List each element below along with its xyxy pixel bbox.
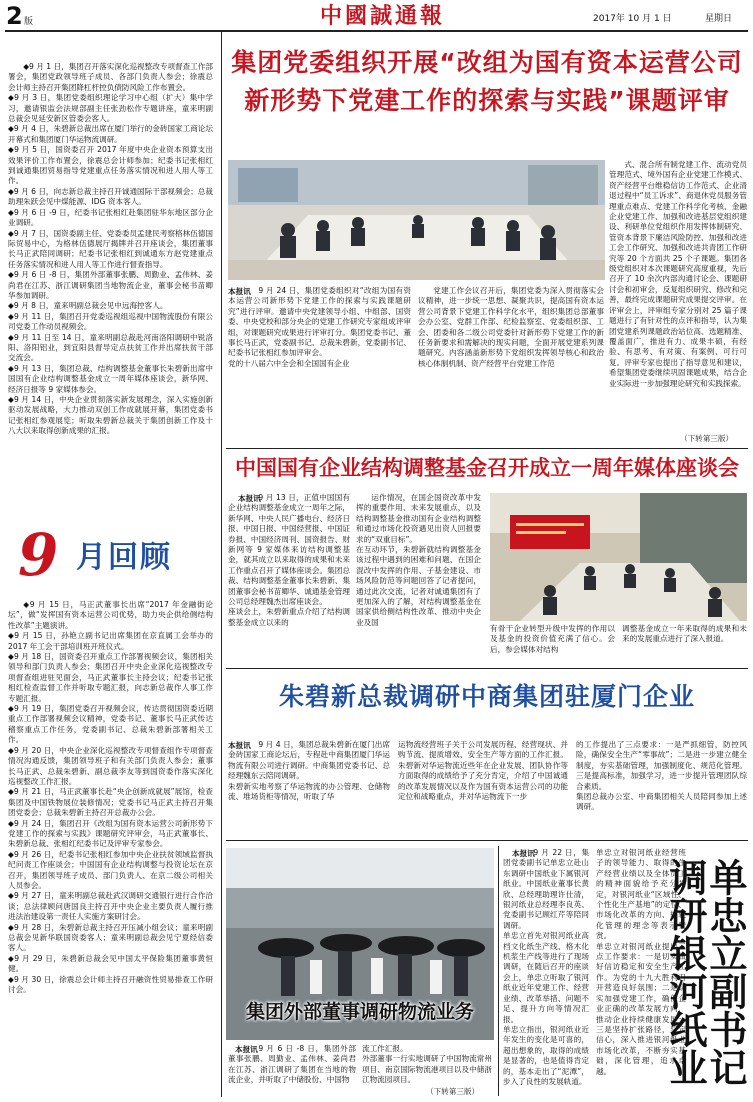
issue-date: 2017年 10 月 1 日 (593, 14, 672, 24)
article3-col1: 9 月 4 日，集团总裁朱碧新在厦门出席金砖国家工商论坛后，专程赴中商集团厦门华运物流有限公司进行调研。中商集团党委书记、总经理魏东云陪同调研。 朱碧新实地考察了华运物流的办公管理、仓储物流、堆场货柜等情况，听取了华 (228, 740, 390, 802)
sidebar-items-top: ◆9 月 1 日，集团召开落实深化巡视整改专项督查工作部署会，集团党政领导班子成员、各部门负责人参会；徐震总会计师主持召开集团降杠杆控负债防风险工作布置会。 ◆9 月 3 日，集团党委组织理论学习中心组（扩大）集中学习，邀请银监会法规部副主任张劲松作专题讲座，童来明副总裁会见延安新区管委会客人。 ◆9 月 4 日，朱碧新总裁出席在厦门举行的金砖国家工商论坛开幕式和集团厦门华运物流调研。 ◆9 月 5 日，国资委召开 2017 年度中央企业资本预算支出效果评价工作布置会，徐震总会计师参加；纪委书记张相红到诚通集团贸易指导党建重点任务落实情况和进人用人等工作。 ◆9 月 6 日，向志新总裁主持召开诚通国际干部视频会；总裁助理朱跃会见中煤能源、IDG 资本客人。 ◆9 月 6 日 -9 日，纪委书记张相红赴集团驻华东地区部分企业调研。 ◆9 月 7 日，国资委副主任、党委委员孟建民考察格林伍德国际贸易中心，为格林伍德展厅揭牌并召开座谈会，集团董事长马正武陪同调研；纪委书记张相红到诚通东方赵党建重点任务落实情况和进人用人等工作进行督查指导。 ◆9 月 6 日 -8 日，集团外部董事张鹏、周勤业、孟伟林、姜尚君在江苏、浙江调研集团当地物流企业，董事会秘书苗卿华参加调研。 ◆9 月 8 日，童来明副总裁会见中远海控客人。 ◆9 月 11 日，集团召开党委巡视组巡视中国物流股份有限公司党委工作动员视频会。 ◆9 月 11 日至 14 日，童来明副总裁赴河南洛阳调研中锐洛阳、洛阳铝业，到宜阳县督导定点扶贫工作并出席扶贫干部交流会。 ◆9 月 13 日，集团总裁、结构调整基金董事长朱碧新出席中国国有企业结构调整基金成立一周年媒体座谈会，新华网、经济日报等 9 家媒体参会。 ◆9 月 14 日，中央企业贯彻落实新发展理念，深入实施创新驱动发展战略，大力推动双创工作成就展开幕，集团党委书记张相红参观展览；听取朱碧新总裁关于集团创新工作及十八大以来取得创新成果的汇报。 (8, 62, 213, 436)
article2-col3: 有骨干企业转型升级中发挥的作用以及基金的投资价值充满了信心。会后，参会媒体对结构 (490, 624, 615, 654)
divider-3 (226, 840, 748, 841)
article2-byline: 本报讯 (238, 494, 261, 503)
article1-title-line2: 新形势下党建工作的探索与实践”课题评审 (244, 86, 730, 115)
article1-col2: 党建工作会议召开后，集团党委为深入贯彻落实会议精神，进一步统一思想、凝聚共识，提高国有资本运营公司背景下党建工作科学化水平，组织集团总部董事会办公室、党群工作部、纪检监察室、党委组织部、工会、团委和各二级公司党委针对新形势下党建工作的新任务新要求和需解决的现实问题，全面开展党建系列课题研究。内容涵盖新形势下党组织发挥领导核心和政治核心体制机制、资产经营平台党建工作范 (418, 286, 604, 368)
article4-col2: 流工作汇报。 外部董事一行实地调研了中国物流常州项目、南京国际物流港项目以及中储浙江物流园项目。 (362, 1044, 492, 1085)
article5-title: 单忠立副书记调研银河纸业 (663, 858, 747, 1086)
article2-col2: 运作情况，在国企国资改革中发挥的重要作用、未来发展重点，以及结构调整基金推动国有企业结构调整和通过市场化投资遇见出资人回报要求的“双重目标”。 在互动环节，朱碧新就结构调整基金该过程中遇到的困难和问题、在国企混改中发挥的作用、子基金建设、市场风险防范等问题回答了记者提问，通过此次交流，记者对诚通集团有了更加深入的了解，对结构调整基金在国家供给侧结构性改革、推动中央企业及国 (356, 493, 481, 627)
article4-col2-note: （下转第三版） (426, 1087, 480, 1096)
sidebar-divider (221, 32, 222, 1097)
masthead-logo: 中國誠通報 (320, 3, 446, 29)
article1-col3-note: （下转第三版） (680, 434, 734, 443)
divider-1 (226, 448, 748, 449)
issue-weekday: 星期日 (705, 14, 733, 24)
page-suffix: 版 (24, 17, 34, 27)
forum-photo-illustration (490, 493, 747, 621)
article2-col4: 调整基金成立一年来取得的成果和未来的发展重点进行了深入报道。 (622, 624, 747, 644)
article3-byline: 本报讯 (228, 741, 251, 750)
article1-title (226, 46, 748, 118)
review-title (8, 521, 213, 590)
logistics-photo (226, 848, 494, 1040)
meeting-photo-illustration (228, 160, 605, 280)
divider-article4-article5 (498, 846, 499, 1096)
article1-col3: 式、混合所有制党建工作、流动党员管理范式、境外国有企业党建工作模式、资产经营平台维稳信访工作范式、企业清退过程中“员工诉求”、商退休党员服务管理重点难点、党建工作科学化考核、金融企业党建工作、加强和改进基层党组织建设、利研单位党组织作用发挥体制研究、管资本背景下廉洁风险防控、加强和改进工会工作研究、加强和改进共青团工作研究等 20 个方面共 25 个子课题。集团各级党组织对本次课题研究高度重视，先后召开了 10 余次内部沟通讨论会、课题研讨会和初审会，反复组织研究、修改和完善，最终完成课题研究成果提交评审。在评审会上，评审组专家分别对 25 篇子课题进行了有针对性的点评和指导，认为集团党建系列课题政治站位高、选题精准、覆盖面广，推进有力、成果丰硕，有经验、有思考、有对策、有案例、可行可复。评审专家也提出了指导意见和建议，希望集团党委继续巩固课题成果，结合企业实际进一步加强理论研究和实践探索。 (609, 160, 747, 388)
header-rule (5, 30, 748, 32)
divider-2 (226, 668, 748, 669)
article1-col1: 9 月 24 日，集团党委组织对“改组为国有资本运营公司新形势下党建工作的探索与实践课题研究”进行评审。邀请中央党建领导小组、中组部、国资委、中央党校和部分央企的党建工作研究专家组成评审组，对课题研究成果进行评审打分。集团党委书记、董事长马正武，党委副书记、总裁朱碧新，党委副书记、纪委书记张相红参加评审会。 党的十八届六中全会和全国国有企业 (228, 286, 411, 368)
article3-title: 朱碧新总裁调研中商集团驻厦门企业 (278, 682, 695, 711)
sidebar-items-bottom: ◆9 月 15 日，马正武董事长出席“2017 年金融街论坛”，做“发挥国有资本运营公司优势，助力央企供给侧结构性改革”主题演讲。 ◆9 月 15 日，孙艳立副书记出席集团在京直属工会举办的 2017 年工会干部培训班开班仪式。 ◆9 月 18 日，国资委召开重点工作部署视频会议，集团相关领导和部门负责人参会；集团召开中央企业深化巡视整改专项督查组进驻见面会，马正武董事长主持会议；纪委书记张相红检查监督工作并听取专题汇报，向志新总裁作人事工作专题汇报。 ◆9 月 19 日，集团党委召开视频会议，传达贯彻国资委近期重点工作部署视频会议精神，党委书记、董事长马正武传达稽察重点工作任务，党委副书记、总裁朱碧新部署相关工作。 ◆9 月 20 日，中央企业深化巡视整改专项督查组作专项督查情况沟通反馈，集团领导班子和有关部门负责人参会；董事长马正武、总裁朱碧新、副总裁李友等到国资委作落实深化巡视整改工作汇报。 ◆9 月 21 日，马正武董事长赴“央企创新成就展”展馆，检查集团及中国铁物展位装修情况；党委书记马正武主持召开集团党委会；总裁朱碧新主持召开总裁办公会。 ◆9 月 24 日，集团召开《改组为国有资本运营公司新形势下党建工作的探索与实践》课题研究评审会，马正武董事长、朱碧新总裁、张相红纪委书记及评审专家参会。 ◆9 月 26 日，纪委书记张相红参加中央企业扶贫领域监督执纪问责工作座谈会；中国国有企业结构调整与投资论坛在京召开，集团领导班子成员、部门负责人、在京二级公司相关人员参会。 ◆9 月 27 日，童来明副总裁赴武汉调研交通银行进行合作洽谈；总法律顾问唐国良主持召开中央企业主要负责人履行推进法治建设第一责任人实施方案研讨会。 ◆9 月 28 日，朱碧新总裁主持召开压减小组会议；童来明副总裁会见新华联国资委客人；童来明副总裁会见宁夏经信委客人。 ◆9 月 29 日，朱碧新总裁会见中国太平保险集团董事黄恒健。 ◆9 月 30 日，徐震总会计师主持召开融资性贸易排查工作研讨会。 (8, 600, 213, 995)
review-title-badge (12, 521, 192, 589)
article5-col2: 单忠立对银河纸业经营班子的领导能力、取得的生产经营业绩以及全体员工的精神面貌给予充分肯定，对银河纸业“区域性、个性化生产基地”的定位、市场化改革的方向、规较化管理的理念等表示赞赏。 单忠立对银河纸业提出三点工作要求：一是切实做好信访稳定和安全生产工作。为党的十九大胜利召开营造良好氛围；二是切实加强党建工作，确保企业正确的改革发展方向，推动企业持续健康发展；三是坚持扩张路径，坚定信心，深入推进银河纸业市场化改革，不断夯实基础，深化管理，追求卓越。 (596, 848, 686, 1076)
article5-byline: 本报讯 (512, 849, 535, 858)
page-number: 2 (6, 2, 23, 30)
article4-col1: 9 月 6 日 -8 日，集团外部董事张鹏、周勤业、孟伟林、姜尚君在江苏、浙江调研了集团在当地的物流企业，并听取了中储股份、中国物 (228, 1044, 356, 1085)
article5-col1: 9 月 22 日，集团党委副书记单忠立赴山东调研中国纸业下属银河纸业。中国纸业董事长黄欣、总经理助理许仕清，银河纸业总经理李良英、党委副书记顾红芹等陪同调研。 单忠立首先对银河纸业高档文化纸生产线、格木化机浆生产线等进行了现场调研，在随后召开的座谈会上，单忠立听取了银河纸业近年党建工作、经营业绩、改革举措、问题不足、提升方向等情况汇报。 单忠立指出，银河纸业近年发生的变化是可喜的，超出想象的，取得的成绩是显著的，也是值得肯定的，基本走出了“泥潭”，步入了良性的发展轨道。 (503, 848, 589, 1086)
article1-title-line1: 集团党委组织开展“改组为国有资本运营公司 (231, 48, 743, 77)
article3-col3: 的工作提出了三点要求：一是严抓细管，防控风险，确保安全生产“零事故”；二是进一步建立健全制度，夯实基础管理，加强制度化、规范化管理。三是提高标准，加强学习，进一步提升管理团队综合素质。 集团总裁办公室、中商集团相关人员陪同参加上述调研。 (576, 740, 747, 812)
article4-byline: 本报讯 (235, 1045, 258, 1054)
meeting-photo (228, 160, 605, 280)
article3-col2: 运物流经营班子关于公司发展历程、经营现状、并购节流、提质增效、安全生产等方面的工作汇报。朱碧新对华运物流近些年在企业发展、团队协作等方面取得的成绩给予了充分肯定，介绍了中国诚通的改革发展情况以及作为国有资本运营公司的功能定位和战略重点，并对华运物流下一步 (398, 740, 568, 802)
article2-col1: 9 月 13 日，正值中国国有企业结构调整基金成立一周年之际，新华网、中央人民广播电台、经济日报、中国日报、中国经营报、中国证券报、中国经济周刊、国资报告、财新网等 9 家媒体来访结构调整基金，就其成立以来取得的成果和未来工作重点召开了媒体座谈会。集团总裁、结构调整基金董事长朱碧新、集团董事会秘书苗卿华、诚通基金管理公司总经理魏杰出席座谈会。 座谈会上，朱碧新重点介绍了结构调整基金成立以来的 (228, 493, 350, 627)
review-title-text: 月回顾 (76, 540, 172, 575)
review-title-num: 9 (18, 521, 59, 589)
forum-photo (490, 493, 747, 621)
article2-title: 中国国有企业结构调整基金召开成立一周年媒体座谈会 (235, 456, 739, 480)
article1-byline: 本报讯 (228, 287, 251, 296)
article4-title: 集团外部董事调研物流业务 (245, 1001, 474, 1023)
